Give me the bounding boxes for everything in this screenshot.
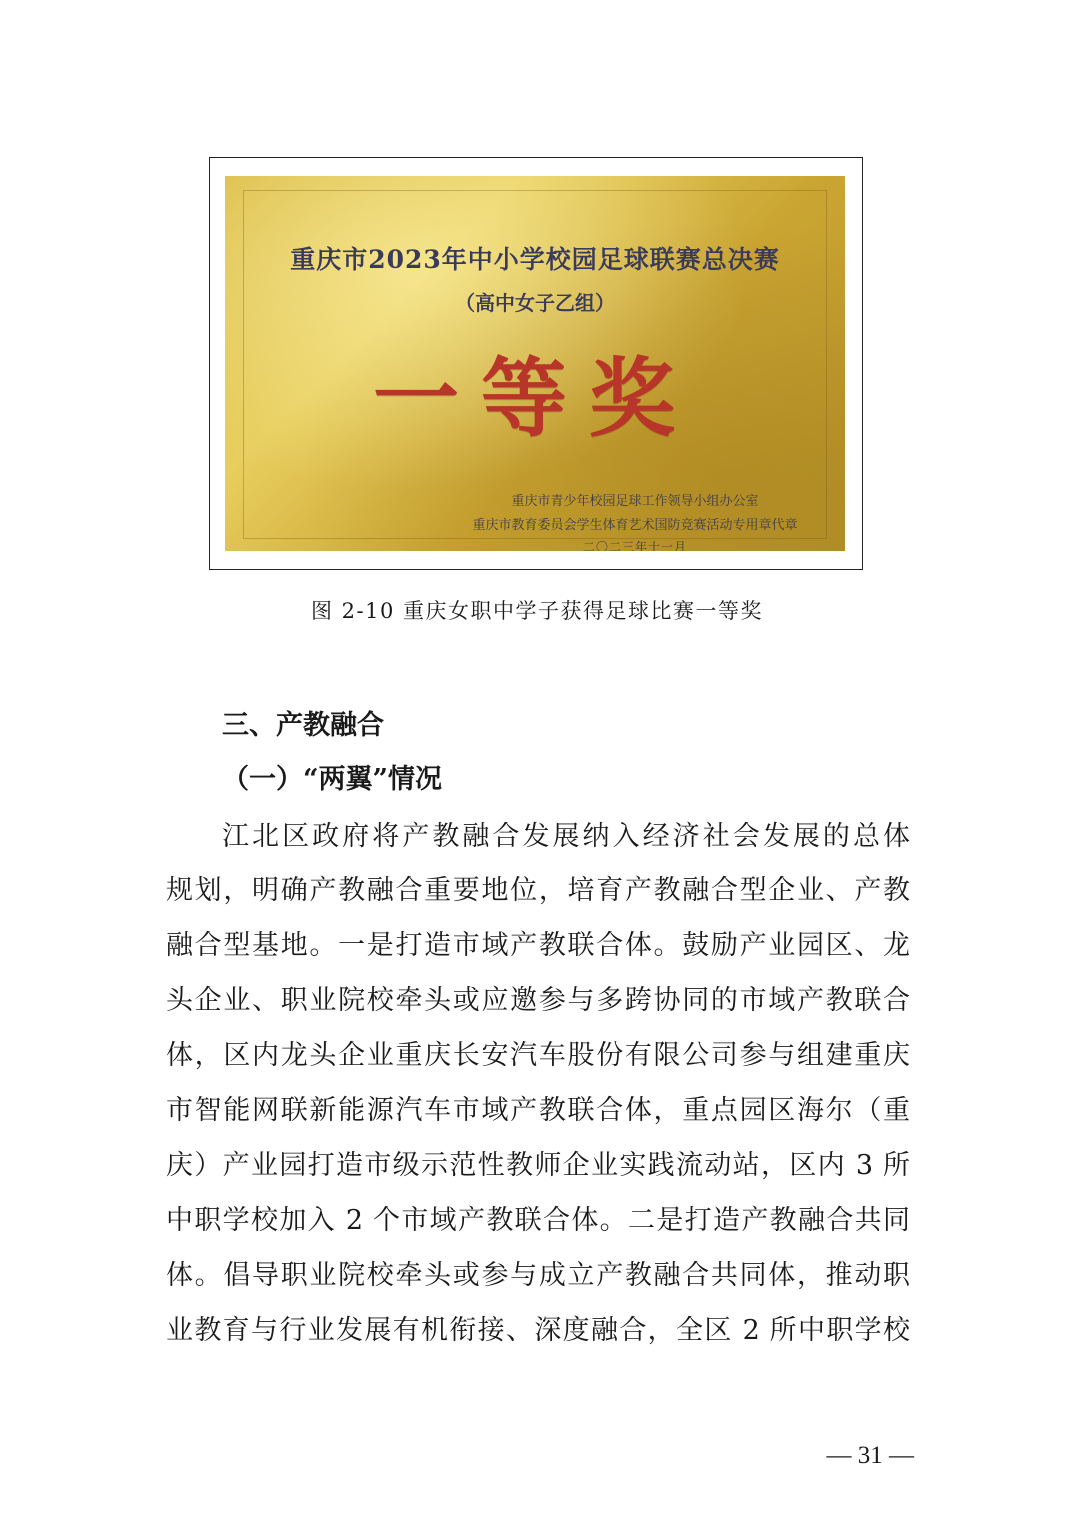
plaque-issuer-line-1: 重庆市青少年校园足球工作领导小组办公室	[511, 494, 759, 509]
body-line-6: 市智能网联新能源汽车市域产教联合体，重点园区海尔（重	[166, 1095, 910, 1126]
body-line-7: 庆）产业园打造市级示范性教师企业实践流动站，区内 3 所	[166, 1150, 910, 1181]
page-number: — 31 —	[826, 1442, 914, 1469]
body-line-4: 头企业、职业院校牵头或应邀参与多跨协同的市域产教联合	[166, 985, 910, 1016]
plaque-subtitle: （高中女子乙组）	[455, 291, 615, 315]
body-line-3: 融合型基地。一是打造市域产教联合体。鼓励产业园区、龙	[166, 930, 910, 961]
plaque-date: 二〇二三年十一月	[582, 540, 687, 551]
plaque-award-text: 一等奖	[373, 348, 697, 449]
body-line-2: 规划，明确产教融合重要地位，培育产教融合型企业、产教	[166, 875, 910, 906]
body-line-10: 业教育与行业发展有机衔接、深度融合，全区 2 所中职学校	[166, 1315, 910, 1346]
plaque-issuer-line-2: 重庆市教育委员会学生体育艺术国防竞赛活动专用章代章	[472, 518, 798, 533]
section-heading: 三、产教融合	[222, 710, 384, 741]
plaque-title: 重庆市2023年中小学校园足球联赛总决赛	[290, 245, 780, 274]
body-line-1: 江北区政府将产教融合发展纳入经济社会发展的总体	[222, 821, 910, 852]
award-photo-frame	[209, 157, 863, 570]
sub-heading: （一）“两翼”情况	[222, 764, 443, 795]
body-line-5: 体，区内龙头企业重庆长安汽车股份有限公司参与组建重庆	[166, 1040, 910, 1071]
body-line-8: 中职学校加入 2 个市域产教联合体。二是打造产教融合共同	[166, 1205, 910, 1236]
body-line-9: 体。倡导职业院校牵头或参与成立产教融合共同体，推动职	[166, 1260, 910, 1291]
award-plaque-photo	[225, 176, 845, 551]
figure-caption: 图 2-10 重庆女职中学子获得足球比赛一等奖	[310, 599, 764, 623]
